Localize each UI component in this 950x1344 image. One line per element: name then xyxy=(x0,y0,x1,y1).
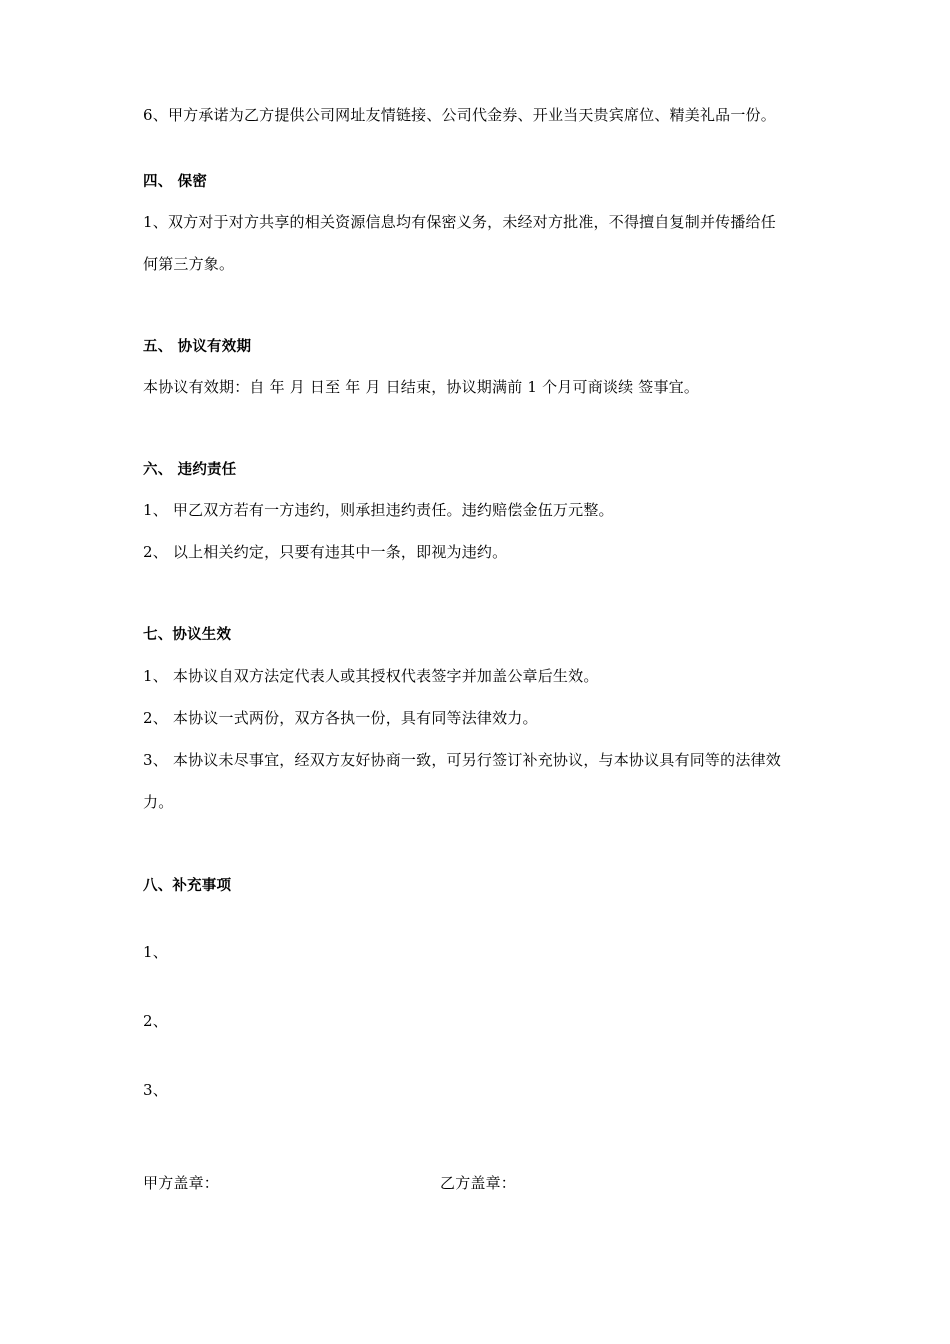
section7-item1: 1、 本协议自双方法定代表人或其授权代表签字并加盖公章后生效。 xyxy=(143,667,599,685)
section6-item1: 1、 甲乙双方若有一方违约，则承担违约责任。违约赔偿金伍万元整。 xyxy=(143,501,614,519)
section7-heading: 七、协议生效 xyxy=(143,627,232,643)
section6-item2: 2、 以上相关约定，只要有违其中一条，即视为违约。 xyxy=(143,543,508,561)
section7-item3-line1: 3、 本协议未尽事宜，经双方友好协商一致，可另行签订补充协议，与本协议具有同等的法律效 xyxy=(143,751,781,769)
section6-heading: 六、 违约责任 xyxy=(143,462,237,478)
section8-item2: 2、 xyxy=(143,1012,168,1030)
section7-item2: 2、 本协议一式两份，双方各执一份，具有同等法律效力。 xyxy=(143,709,538,727)
party-b-seal-label: 乙方盖章： xyxy=(440,1174,517,1192)
section4-item1-line2: 何第三方象。 xyxy=(143,255,235,273)
section5-heading: 五、 协议有效期 xyxy=(143,339,252,355)
party-a-seal-label: 甲方盖章： xyxy=(143,1174,220,1192)
section4-heading: 四、 保密 xyxy=(143,174,208,190)
section8-item1: 1、 xyxy=(143,943,168,961)
section5-body: 本协议有效期：自 年 月 日至 年 月 日结束，协议期满前 1 个月可商谈续 签事宜。 xyxy=(143,378,700,396)
section8-heading: 八、补充事项 xyxy=(143,878,232,894)
section4-item1-line1: 1、双方对于对方共享的相关资源信息均有保密义务，未经对方批准，不得擅自复制并传播给任 xyxy=(143,213,776,231)
section3-item6: 6、甲方承诺为乙方提供公司网址友情链接、公司代金券、开业当天贵宾席位、精美礼品一份。 xyxy=(143,106,776,124)
section7-item3-line2: 力。 xyxy=(143,793,174,811)
section8-item3: 3、 xyxy=(143,1081,168,1099)
